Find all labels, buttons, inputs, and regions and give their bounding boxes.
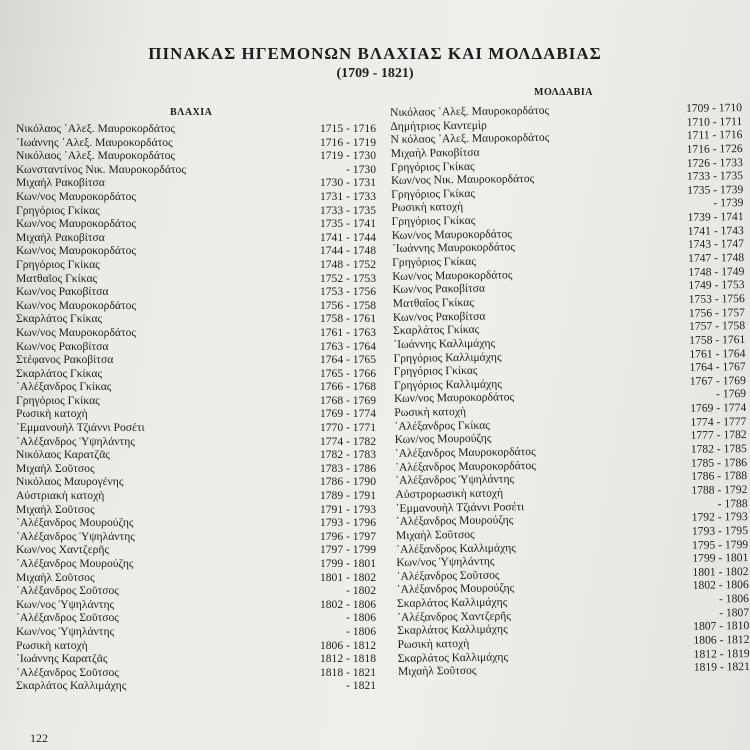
reign-years: 1735 - 1739 [687,182,744,197]
ruler-name: Γρηγόριος Γκίκας [16,257,100,271]
reign-years: 1801 - 1802 [692,564,749,579]
ruler-name: Κων/νος Μαυροκορδάτος [393,390,515,406]
wallachia-ruler-row [16,516,376,530]
wallachia-ruler-row [16,530,376,544]
ruler-name: ᾽Αλέξανδρος Σοῦτσος [396,568,500,583]
ruler-name: Γρηγόριος Καλλιμάχης [393,349,502,365]
ruler-name: Μιχαὴλ Σοῦτσος [16,570,95,584]
reign-years: 1768 - 1769 [319,393,376,407]
ruler-name: Ματθαῖος Γκίκας [392,295,474,310]
wallachia-ruler-row [16,258,376,272]
reign-years: 1819 - 1821 [693,660,750,675]
reign-years: 1796 - 1797 [319,529,376,543]
reign-years: 1731 - 1733 [319,189,376,203]
wallachia-ruler-row [16,244,376,258]
reign-years: - 1807 [719,605,750,620]
ruler-name: Γρηγόριος Γκίκας [16,393,100,407]
reign-years: - 1821 [346,679,376,693]
ruler-name: Ρωσικὴ κατοχὴ [397,636,470,651]
reign-years: - 1730 [346,162,376,176]
wallachia-ruler-row [16,272,376,286]
ruler-name: Νικόλαος Μαυρογένης [16,475,124,489]
moldavia-heading: ΜΟΛΔΑΒΙΑ [534,87,593,98]
ruler-name: Σκαρλάτος Καλλιμάχης [397,622,508,638]
reign-years: 1802 - 1806 [319,597,376,611]
wallachia-ruler-row [16,190,376,204]
reign-years: 1756 - 1757 [688,305,746,320]
wallachia-ruler-row [16,462,376,476]
reign-years: 1788 - 1792 [691,482,748,497]
ruler-name: ᾽Ιωάννης Καρατζᾶς [16,652,108,666]
ruler-name: Κων/νος Νικ. Μαυροκορδάτος [390,172,535,188]
ruler-name: ᾽Ιωάννης Καλλιμάχης [393,336,496,351]
reign-years: - 1788 [717,496,748,511]
ruler-name: Κων/νος Ὑψηλάντης [16,597,115,611]
reign-years: 1758 - 1761 [689,332,746,347]
wallachia-ruler-row [16,489,376,503]
wallachia-ruler-row [16,136,376,150]
ruler-name: Κων/νος Μαυροκορδάτος [391,227,512,242]
reign-years: 1793 - 1796 [319,516,376,530]
ruler-name: ᾽Εμμανουὴλ Τζιάννι Ροσέτι [16,421,145,435]
ruler-name: Σκαρλάτος Γκίκας [393,323,480,338]
ruler-name: Γρηγόριος Γκίκας [391,213,476,229]
reign-years: - 1806 [346,624,376,638]
ruler-name: Μιχαὴλ Σοῦτσος [16,461,95,475]
wallachia-ruler-row [16,299,376,313]
ruler-name: ᾽Εμμανουὴλ Τζιάννι Ροσέτι [395,499,525,515]
wallachia-ruler-row [16,231,376,245]
reign-years: 1748 - 1749 [688,264,745,279]
ruler-name: Νικόλαος ᾽Αλεξ. Μαυροκορδάτος [16,122,176,135]
ruler-name: Κων/νος Μαυροκορδάτος [16,298,137,312]
wallachia-ruler-row [16,543,376,557]
page-subtitle: (1709 - 1821) [336,66,414,81]
ruler-name: Νικόλαος ᾽Αλεξ. Μαυροκορδάτος [390,103,550,119]
reign-years: 1726 - 1733 [686,155,743,170]
ruler-name: Σκαρλάτος Γκίκας [16,312,103,326]
ruler-name: Κων/νος Ρακοβίτσα [392,282,486,297]
ruler-name: ᾽Αλέξανδρος Μαυροκορδάτος [394,458,536,474]
ruler-name: Σκαρλάτος Καλλιμάχης [16,679,127,693]
ruler-name: Γρηγόριος Γκίκας [391,186,476,201]
ruler-name: ᾽Αλέξανδρος Μουρούζης [16,557,134,570]
wallachia-ruler-row [16,204,376,218]
reign-years: 1806 - 1812 [693,633,750,647]
reign-years: 1719 - 1730 [319,149,376,163]
reign-years: 1748 - 1752 [319,257,376,271]
reign-years: - 1739 [713,196,744,210]
ruler-name: ᾽Αλέξανδρος Μουρούζης [16,516,134,530]
wallachia-ruler-row [16,421,376,435]
ruler-name: Σκαρλάτος Καλλιμάχης [397,650,509,665]
reign-years: 1730 - 1731 [319,176,376,190]
reign-years: 1761 - 1763 [319,325,376,339]
reign-years: - 1802 [346,584,376,598]
reign-years: 1715 - 1716 [319,122,376,135]
ruler-name: Κων/νος Ρακοβίτσα [16,339,109,353]
reign-years: 1802 - 1806 [692,578,749,593]
reign-years: 1744 - 1748 [319,244,376,258]
reign-years: 1735 - 1741 [319,217,376,231]
reign-years: 1765 - 1766 [319,366,376,380]
ruler-name: Κων/νος Χαντζερῆς [16,543,110,557]
reign-years: 1733 - 1735 [686,169,744,184]
ruler-name: Νικόλαος Καρατζᾶς [16,448,110,462]
reign-years: 1774 - 1782 [319,434,376,448]
ruler-name: Μιχαὴλ Ρακοβίτσα [390,145,480,160]
ruler-name: Κων/νος Μαυροκορδάτος [16,189,137,203]
ruler-name: Μιχαὴλ Σοῦτσος [397,664,477,679]
ruler-name: Σκαρλάτος Γκίκας [16,366,103,380]
wallachia-ruler-row [16,625,376,639]
wallachia-ruler-row [16,557,376,571]
reign-years: 1709 - 1710 [685,101,743,115]
wallachia-ruler-row [16,367,376,381]
reign-years: - 1769 [716,387,747,401]
wallachia-ruler-row [16,149,376,163]
reign-years: 1786 - 1788 [691,469,748,484]
wallachia-ruler-row [16,475,376,489]
ruler-name: Κων/νος Μαυροκορδάτος [16,325,137,339]
wallachia-ruler-row [16,340,376,354]
reign-years: 1741 - 1743 [687,223,744,238]
ruler-name: Κων/νος Μαυροκορδάτος [16,244,137,258]
reign-years: 1753 - 1756 [688,292,745,306]
reign-years: 1770 - 1771 [319,421,376,435]
ruler-name: Ρωσικὴ κατοχὴ [16,407,88,421]
reign-years: 1786 - 1790 [319,475,376,489]
wallachia-rulers-list [16,122,376,693]
reign-years: 1747 - 1748 [688,251,745,265]
reign-years: 1782 - 1783 [319,448,376,462]
reign-years: 1769 - 1774 [690,401,747,415]
ruler-name: Μιχαὴλ Ρακοβίτσα [16,176,105,190]
wallachia-ruler-row [16,652,376,666]
wallachia-ruler-row [16,435,376,449]
wallachia-ruler-row [16,679,376,693]
ruler-name: ᾽Αλέξανδρος Γκίκας [16,380,112,394]
ruler-name: Ρωσικὴ κατοχὴ [16,638,88,652]
wallachia-ruler-row [16,611,376,625]
ruler-name: Γρηγόριος Γκίκας [16,203,100,217]
moldavia-rulers-list [390,101,750,679]
wallachia-ruler-row [16,285,376,299]
reign-years: 1774 - 1777 [690,414,747,429]
reign-years: 1818 - 1821 [319,665,376,679]
reign-years: 1806 - 1812 [319,638,376,652]
reign-years: 1757 - 1758 [688,319,746,334]
ruler-name: Σκαρλάτος Καλλιμάχης [396,595,508,611]
ruler-name: Αὐστριακὴ κατοχὴ [16,489,105,503]
reign-years: 1793 - 1795 [691,523,749,538]
reign-years: 1749 - 1753 [688,278,745,293]
ruler-name: ᾽Ιωάννης ᾽Αλεξ. Μαυροκορδάτος [16,135,173,149]
wallachia-ruler-row [16,407,376,421]
ruler-name: Γρηγόριος Καλλιμάχης [393,377,502,392]
ruler-name: ᾽Αλέξανδρος Ὑψηλάντης [16,529,135,543]
ruler-name: Ρωσικὴ κατοχὴ [391,200,464,215]
ruler-name: Ν κόλαος ᾽Αλεξ. Μαυροκορδάτος [390,131,550,147]
ruler-name: ᾽Αλέξανδρος Μουρούζης [396,581,515,597]
ruler-name: Στέφανος Ρακοβίτσα [16,353,114,367]
page-title: ΠΙΝΑΚΑΣ ΗΓΕΜΟΝΩΝ ΒΛΑΧΙΑΣ ΚΑΙ ΜΟΛΔΑΒΙΑΣ [148,44,602,63]
ruler-name: Γρηγόριος Γκίκας [390,159,475,174]
wallachia-heading: ΒΛΑΧΙΑ [170,107,213,118]
wallachia-ruler-row [16,639,376,653]
ruler-name: ᾽Αλέξανδρος Σοῦτσος [16,584,119,598]
reign-years: 1777 - 1782 [690,428,747,443]
reign-years: 1716 - 1726 [686,142,743,156]
ruler-name: Ρωσικὴ κατοχὴ [394,405,467,420]
wallachia-ruler-row [16,503,376,517]
reign-years: 1739 - 1741 [687,210,744,224]
reign-years: 1711 - 1716 [686,128,743,143]
reign-years: 1801 - 1802 [319,570,376,584]
wallachia-ruler-row [16,326,376,340]
reign-years: 1812 - 1819 [693,646,750,661]
reign-years: 1795 - 1799 [692,537,749,552]
reign-years: 1766 - 1768 [319,380,376,394]
reign-years: 1753 - 1756 [319,285,376,299]
ruler-name: ᾽Αλέξανδρος Μαυροκορδάτος [394,445,536,460]
ruler-name: Ματθαῖος Γκίκας [16,271,98,285]
reign-years: 1789 - 1791 [319,489,376,503]
wallachia-ruler-row [16,176,376,190]
reign-years: 1783 - 1786 [319,461,376,475]
reign-years: 1710 - 1711 [686,114,743,129]
ruler-name: ᾽Αλέξανδρος Ὑψηλάντης [16,434,135,448]
reign-years: 1763 - 1764 [319,339,376,353]
ruler-name: Κων/νος Μαυροκορδάτος [392,267,513,283]
reign-years: 1792 - 1793 [691,510,748,525]
reign-years: 1761 - 1764 [689,346,746,361]
reign-years: 1741 - 1744 [319,230,376,244]
wallachia-ruler-row [16,571,376,585]
wallachia-ruler-row [16,448,376,462]
reign-years: 1716 - 1719 [319,135,376,149]
ruler-name: Γρηγόριος Γκίκας [392,254,477,270]
ruler-name: ᾽Αλέξανδρος Σοῦτσος [16,611,119,625]
wallachia-ruler-row [16,312,376,326]
wallachia-ruler-row [16,666,376,680]
ruler-name: Γρηγόριος Γκίκας [393,363,478,379]
wallachia-ruler-row [16,217,376,231]
wallachia-ruler-row [16,353,376,367]
reign-years: 1764 - 1765 [319,353,376,367]
ruler-name: Νικόλαος ᾽Αλεξ. Μαυροκορδάτος [16,149,176,163]
reign-years: 1785 - 1786 [690,455,748,470]
ruler-name: Κωνσταντίνος Νικ. Μαυροκορδάτος [16,162,186,176]
reign-years: 1791 - 1793 [319,502,376,516]
reign-years: - 1806 [346,611,376,625]
wallachia-ruler-row [16,122,376,136]
ruler-name: ᾽Αλέξανδρος Σοῦτσος [16,665,119,679]
reign-years: 1743 - 1747 [687,237,745,252]
ruler-name: Κων/νος Μαυροκορδάτος [16,217,137,231]
ruler-name: ᾽Ιωάννης Μαυροκορδάτος [391,240,516,256]
ruler-name: Κων/νος Ρακοβίτσα [16,285,109,299]
reign-years: 1758 - 1761 [319,312,376,326]
wallachia-ruler-row [16,380,376,394]
ruler-name: ᾽Αλέξανδρος Καλλιμάχης [396,540,516,556]
reign-years: 1797 - 1799 [319,543,376,557]
reign-years: 1769 - 1774 [319,407,376,421]
wallachia-ruler-row [16,598,376,612]
wallachia-ruler-row [16,163,376,177]
wallachia-ruler-row [16,584,376,598]
reign-years: 1752 - 1753 [319,271,376,285]
ruler-name: Κων/νος Ὑψηλάντης [16,624,115,638]
ruler-name: ᾽Αλέξανδρος Μουρούζης [395,513,514,529]
ruler-name: Μιχαὴλ Ρακοβίτσα [16,230,105,244]
reign-years: - 1806 [718,592,750,606]
page-number: 122 [30,731,48,745]
ruler-name: Δημήτριος Καντεμὶρ [390,118,487,133]
reign-years: 1812 - 1818 [319,652,376,666]
ruler-name: Αὐστρορωσικὴ κατοχὴ [395,486,504,501]
reign-years: 1807 - 1810 [693,619,750,634]
reign-years: 1764 - 1767 [689,360,746,375]
ruler-name: Κων/νος Ὑψηλάντης [396,554,495,570]
reign-years: 1799 - 1801 [319,557,376,570]
ruler-name: ᾽Αλέξανδρος Χαντζερῆς [397,609,511,624]
ruler-name: ᾽Αλέξανδρος Ὑψηλάντης [395,472,515,488]
wallachia-ruler-row [16,394,376,408]
reign-years: 1767 - 1769 [689,373,746,388]
ruler-name: Μιχαὴλ Σοῦτσος [16,502,95,516]
reign-years: 1733 - 1735 [319,203,376,217]
ruler-name: Μιχαὴλ Σοῦτσος [395,527,475,542]
ruler-name: Κων/νος Ρακοβίτσα [392,309,486,324]
reign-years: 1756 - 1758 [319,298,376,312]
reign-years: 1799 - 1801 [692,551,749,565]
reign-years: 1782 - 1785 [690,442,747,456]
ruler-name: ᾽Αλέξανδρος Γκίκας [394,418,490,433]
ruler-name: Κων/νος Μουρούζης [394,431,492,447]
